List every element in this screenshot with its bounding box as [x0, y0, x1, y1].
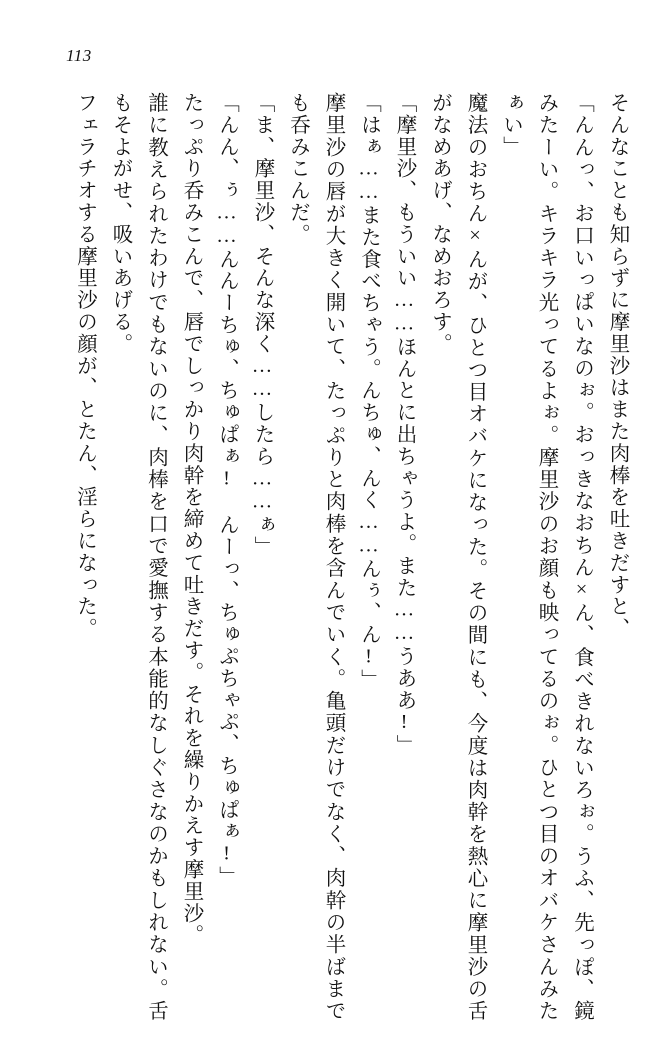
paragraph: 「ま、摩里沙、そんな深く……したら……ぁ」: [251, 92, 273, 558]
paragraph: 「んん、ぅ……んんーちゅ、ちゅぱぁ! んーっ、ちゅぷちゃぷ、ちゅぱぁ!」: [215, 92, 238, 888]
paragraph: 「摩里沙、もういい……ほんとに出ちゃうよ。また……うああ!」: [393, 92, 415, 757]
page-body-text: [44, 92, 634, 1022]
paragraph: 「んんっ、お口いっぱいなのぉ。おっきなおちん×ん、食べきれないろぉ。うふ、先っぽ、鏡みたーい。キラキラ光ってるよぉ。摩里沙のお顔も映ってるのぉ。ひとつ目のオバケさんみたぁい」: [499, 92, 593, 1022]
paragraph: 「はぁ……また食べちゃう。んちゅ、んく……んぅ、ん!」: [357, 92, 380, 691]
page-number: 113: [66, 46, 92, 65]
paragraph: そんなことも知らずに摩里沙はまた肉棒を吐きだすと、: [606, 92, 628, 640]
paragraph: 誰に教えられたわけでもないのに、肉棒を口で愛撫する本能的なしぐさなのかもしれない。舌もそよがせ、吸いあげる。: [109, 92, 167, 1022]
paragraph: 魔法のおちん×んが、ひとつ目オバケになった。その間にも、今度は肉幹を熱心に摩里沙の舌がなめあげ、なめおろす。: [428, 92, 486, 1022]
paragraph: たっぷり呑みこんで、唇でしっかり肉幹を締めて吐きだす。それを繰りかえす摩里沙。: [180, 92, 202, 947]
paragraph: 摩里沙の唇が大きく開いて、たっぷりと肉棒を含んでいく。亀頭だけでなく、肉幹の半ばまでも呑みこんだ。: [286, 92, 344, 1022]
paragraph: フェラチオする摩里沙の顔が、とたん、淫らになった。: [73, 92, 96, 640]
